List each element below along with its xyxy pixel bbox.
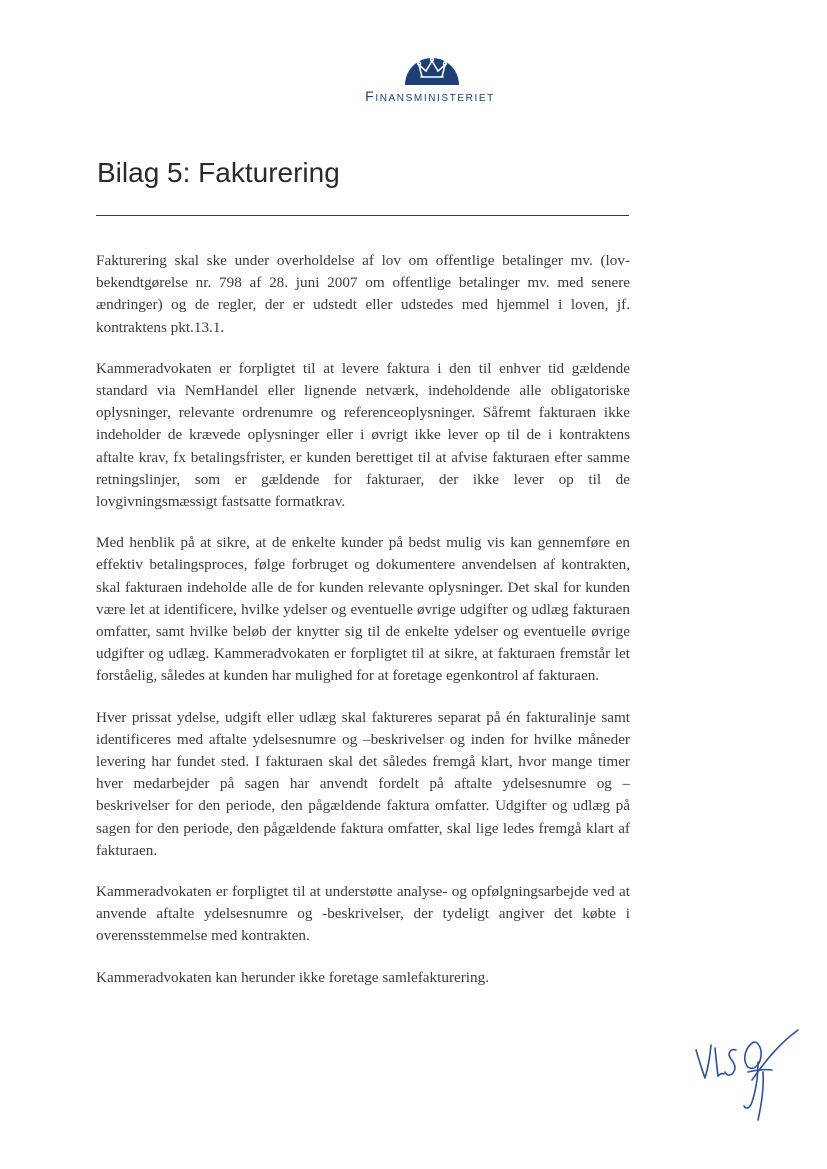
finansministeriet-logo bbox=[330, 48, 530, 108]
paragraph-no-consolidated-invoicing: Kammeradvokaten kan herunder ikke foretage samlefakturering. bbox=[96, 968, 490, 986]
document-body bbox=[96, 250, 630, 1008]
page-title: Bilag 5: Fakturering bbox=[97, 157, 340, 188]
logo-wordmark: Finansministeriet bbox=[365, 88, 495, 104]
title-divider bbox=[96, 215, 629, 216]
paragraph-line-items: Hver prissat ydelse, udgift eller udlæg skal faktureres separat på én fakturalinje samt identificeres med aftalte ydelsesnumre og –beskrivelser og inden for hvilke måneder levering har fundet sted. I fakturaen skal det således fremgå klart, hvor mange timer hver medarbejder på sagen har anvendt fordelt på aftalte ydelsesnumre og – beskrivelser for den periode, den pågældende faktura omfatter. Udgifter og udlæg på sagen for den periode, den pågældende faktura omfatter, skal lige ledes fremgå klart af fakturaen. bbox=[96, 708, 630, 859]
paragraph-invoice-standard: Kammeradvokaten er forpligtet til at levere faktura i den til enhver tid gældende standard via NemHandel eller lignende netværk, indeholdende alle obligatoriske oplysninger, relevante ordrenumre og referenceoplysninger. Såfremt fakturaen ikke indeholder de krævede oplysninger eller i øvrigt ikke lever op til de i kontraktens aftalte krav, fx betalingsfrister, er kunden berettiget til at afvise fakturaen efter samme retningslinjer, som er gældende for fakturaer, der ikke lever op til de lovgivningsmæssigt fastsatte formatkrav. bbox=[96, 359, 630, 511]
paragraph-analysis-support: Kammeradvokaten er forpligtet til at understøtte analyse- og opfølgningsarbejde ved at anvende aftalte ydelsesnumre og -beskrivelser, der tydeligt angiver det købte i overensstemmelse med kontrakten. bbox=[96, 883, 630, 945]
paragraph-invoice-content: Med henblik på at sikre, at de enkelte kunder på bedst mulig vis kan gennemføre en effektiv betalingsproces, følge forbruget og dokumentere anvendelsen af kontrakten, skal fakturaen indeholde alle de for kunden relevante oplysninger. Det skal for kunden være let at identificere, hvilke ydelser og eventuelle øvrige udgifter og udlæg fakturaen omfatter, samt hvilke beløb der knytter sig til de enkelte ydelser og eventuelle øvrige udgifter og udlæg. Kammeradvokaten er forpligtet til at sikre, at fakturaen fremstår let forståelig, således at kunden har mulighed for at foretage egenkontrol af fakturaen. bbox=[96, 534, 630, 685]
handwritten-signature bbox=[692, 1028, 802, 1128]
paragraph-legal-basis: Fakturering skal ske under overholdelse af lov om offentlige betalinger mv. (lovbekendtgørelse nr. 798 af 28. juni 2007 om offentlige betalinger mv. med senere ændringer) og de regler, der er udstedt eller udstedes med hjemmel i loven, jf. kontraktens pkt.13.1. bbox=[96, 252, 630, 336]
crown-emblem-icon bbox=[403, 50, 461, 86]
